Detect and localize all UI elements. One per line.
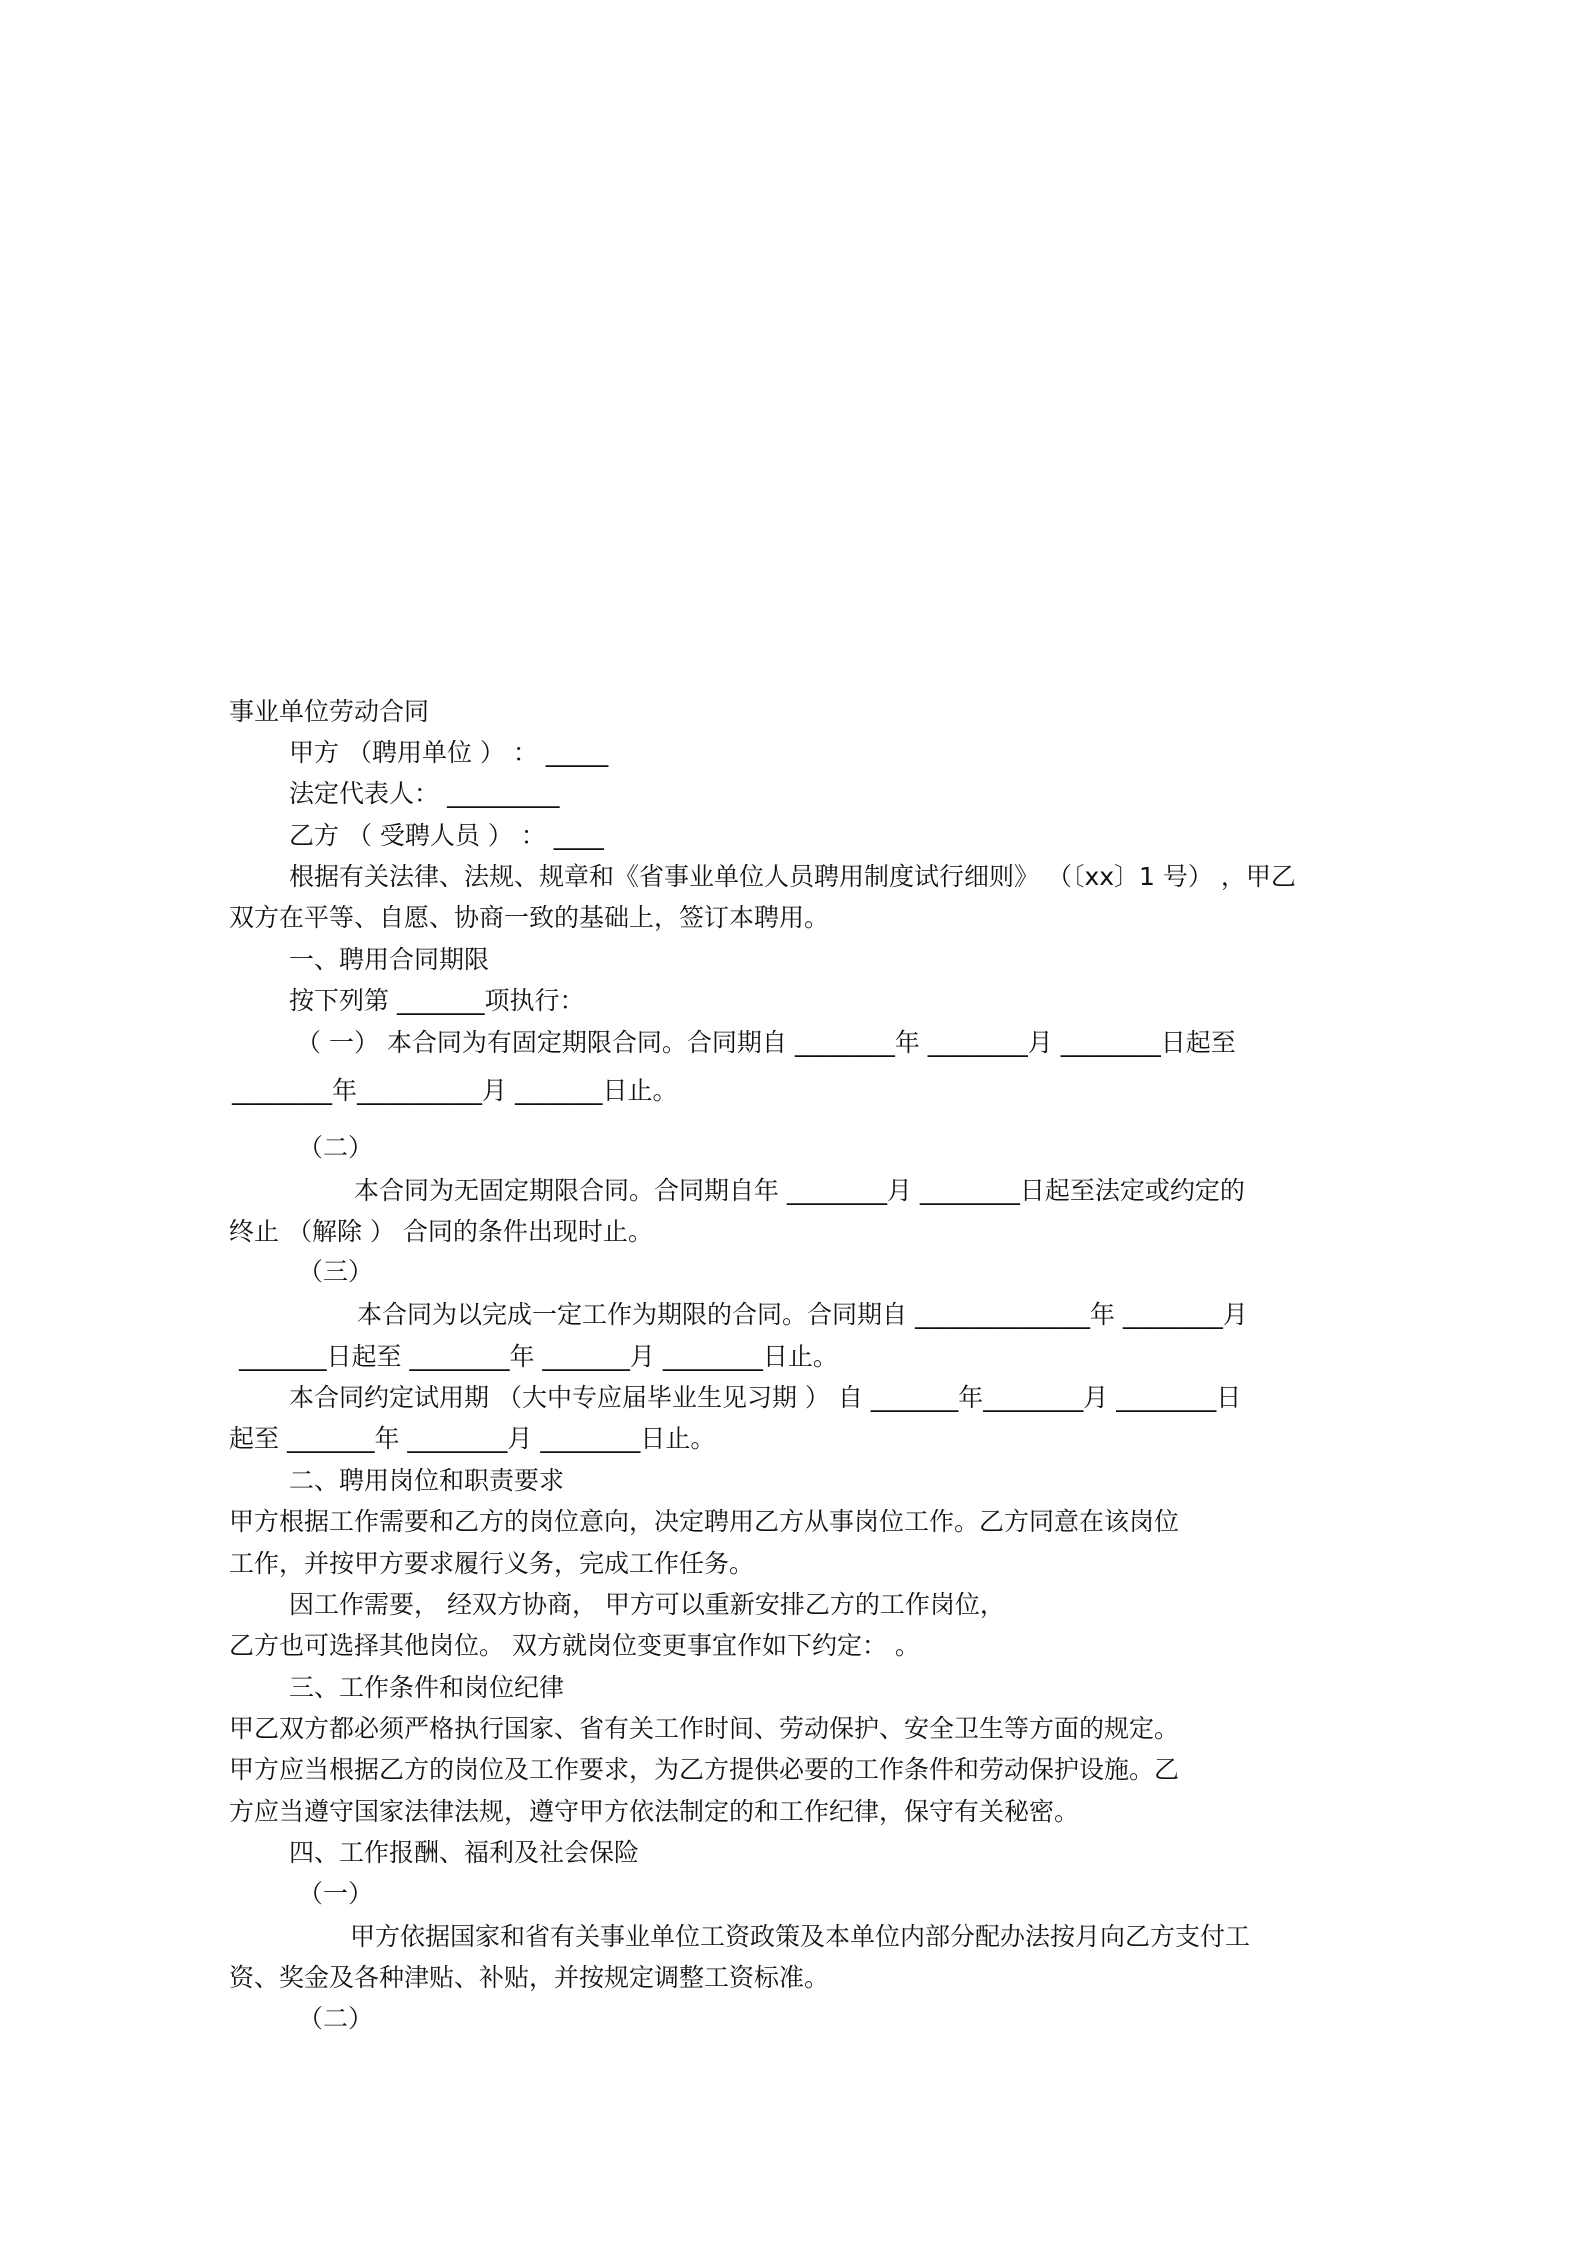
section-4-item-1-line-1: 甲方依据国家和省有关事业单位工资政策及本单位内部分配办法按月向乙方支付工 <box>350 1922 1251 1951</box>
section-1-item-2-label: （二） <box>298 1133 374 1162</box>
section-3-line-2: 甲方应当根据乙方的岗位及工作要求，为乙方提供必要的工作条件和劳动保护设施。乙 <box>229 1755 1180 1784</box>
trial-period-line-1: 本合同约定试用期 （大中专应届毕业生见习期 ） 自 _______年________月 ________日 <box>289 1383 1242 1412</box>
section-1-choose: 按下列第 _______项执行： <box>289 986 585 1015</box>
trial-period-line-2: 起至 _______年 ________月 ________日止。 <box>229 1424 716 1453</box>
section-1-item-1-line-2: ________年__________月 _______日止。 <box>232 1076 678 1105</box>
party-b-line: 乙方 （ 受聘人员 ） ： ____ <box>289 821 604 850</box>
section-1-item-2-line-1: 本合同为无固定期限合同。合同期自年 ________月 ________日起至法定或约定的 <box>354 1176 1245 1205</box>
party-a-line: 甲方 （聘用单位 ） ： _____ <box>289 738 609 767</box>
section-2-para-2-line-2: 乙方也可选择其他岗位。 双方就岗位变更事宜作如下约定： 。 <box>229 1631 920 1660</box>
preamble-line-1: 根据有关法律、法规、规章和《省事业单位人员聘用制度试行细则》 （〔xx〕1 号） ，甲乙 <box>289 862 1296 891</box>
section-4-item-1-label: （一） <box>298 1879 374 1908</box>
legal-rep-line: 法定代表人： _________ <box>289 779 560 808</box>
section-4-item-1-line-2: 资、奖金及各种津贴、补贴，并按规定调整工资标准。 <box>229 1963 830 1992</box>
section-1-item-2-line-2: 终止 （解除 ） 合同的条件出现时止。 <box>229 1217 653 1246</box>
section-1-item-3-line-2: _______日起至 ________年 _______月 ________日止。 <box>239 1342 838 1371</box>
section-2-para-1-line-2: 工作，并按甲方要求履行义务，完成工作任务。 <box>229 1549 755 1578</box>
section-4-item-2-label: （二） <box>298 2004 374 2033</box>
section-2-para-1-line-1: 甲方根据工作需要和乙方的岗位意向，决定聘用乙方从事岗位工作。乙方同意在该岗位 <box>229 1507 1180 1536</box>
section-3-line-1: 甲乙双方都必须严格执行国家、省有关工作时间、劳动保护、安全卫生等方面的规定。 <box>229 1714 1180 1743</box>
section-1-item-1-line-1: （ 一） 本合同为有固定期限合同。合同期自 ________年 ________月 ________日起至 <box>296 1028 1236 1057</box>
section-1-item-3-line-1: 本合同为以完成一定工作为期限的合同。合同期自 ______________年 ________月 <box>357 1300 1248 1329</box>
section-4-heading: 四、工作报酬、福利及社会保险 <box>289 1838 640 1867</box>
section-2-para-2-line-1: 因工作需要， 经双方协商， 甲方可以重新安排乙方的工作岗位， <box>289 1590 1005 1619</box>
section-3-line-3: 方应当遵守国家法律法规，遵守甲方依法制定的和工作纪律，保守有关秘密。 <box>229 1797 1080 1826</box>
section-1-item-3-label: （三） <box>298 1257 374 1286</box>
preamble-line-2: 双方在平等、自愿、协商一致的基础上，签订本聘用。 <box>229 903 830 932</box>
section-3-heading: 三、工作条件和岗位纪律 <box>289 1673 565 1702</box>
section-2-heading: 二、聘用岗位和职责要求 <box>289 1466 565 1495</box>
document-title: 事业单位劳动合同 <box>229 697 430 726</box>
section-1-heading: 一、聘用合同期限 <box>289 945 490 974</box>
